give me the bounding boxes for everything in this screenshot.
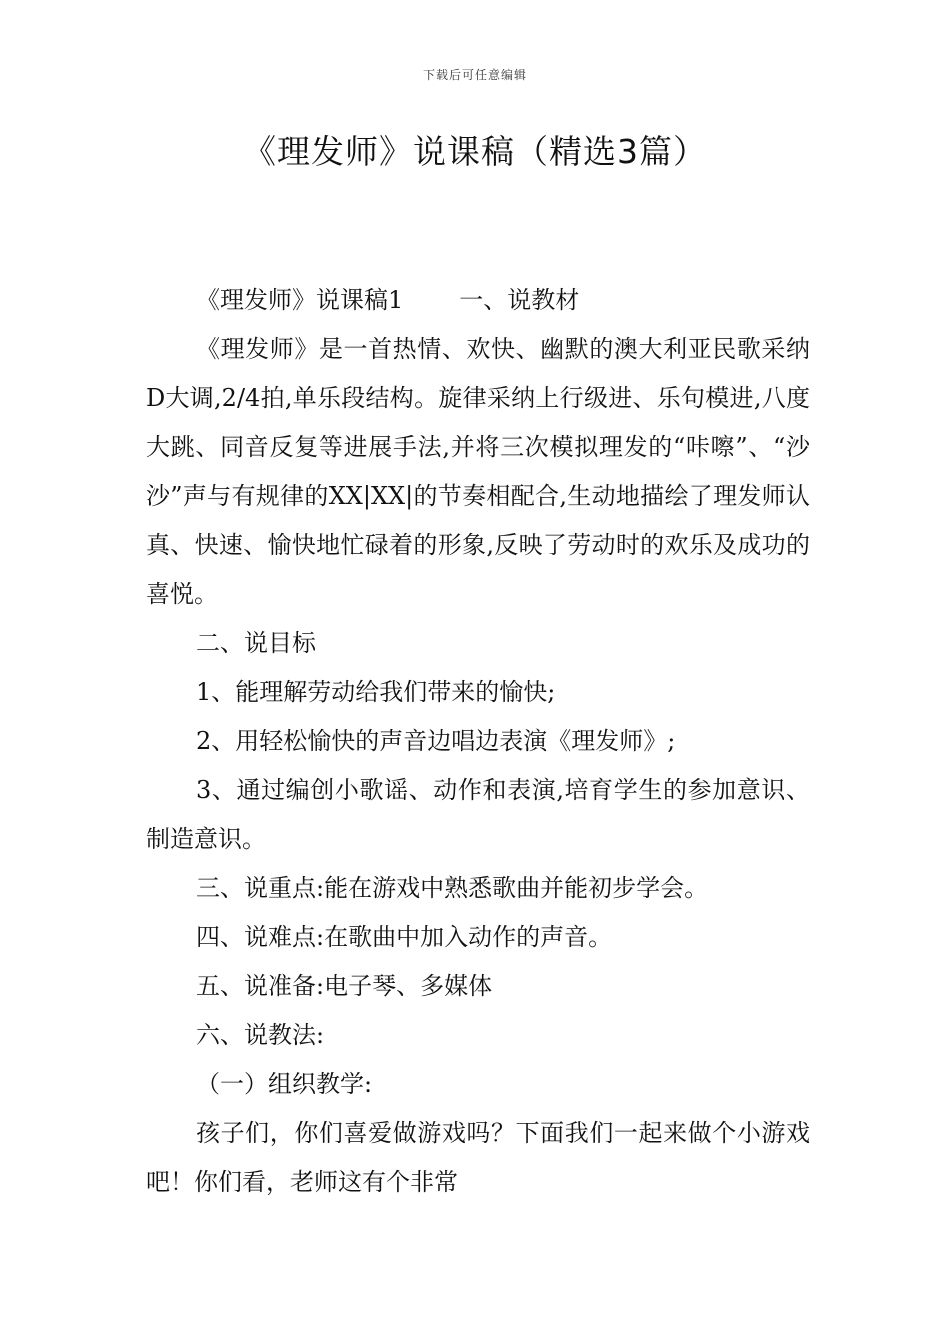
paragraph-difficulty: 四、说难点:在歌曲中加入动作的声音。 <box>196 923 613 951</box>
paragraph-teaching-method: 六、说教法: <box>196 1021 325 1049</box>
paragraph-key-point: 三、说重点:能在游戏中熟悉歌曲并能初步学会。 <box>196 874 709 902</box>
paragraph-goal-2: 2、用轻松愉快的声音边唱边表演《理发师》; <box>196 727 676 755</box>
paragraph-intro: 《理发师》是一首热情、欢快、幽默的澳大利亚民歌采纳D大调,2/4拍,单乐段结构。旋律采纳上行级进、乐句模进,八度大跳、同音反复等进展手法,并将三次模拟理发的“咔嚓”、“沙沙”声与有规律的XX|XX|的节奏相配合,生动地描绘了理发师认真、快速、愉快地忙碌着的形象,反映了劳动时的欢乐及成功的喜悦。 <box>146 335 810 608</box>
section-heading: 《理发师》说课稿1 <box>196 286 404 314</box>
paragraph-goals-heading: 二、说目标 <box>196 629 316 657</box>
document-title: 《理发师》说课稿（精选3篇） <box>243 132 707 171</box>
section-heading-line <box>146 276 810 325</box>
section-subheading: 一、说教材 <box>459 286 580 314</box>
paragraph-organize-teaching: （一）组织教学: <box>196 1070 373 1098</box>
header-note: 下载后可任意编辑 <box>422 68 527 82</box>
document-body <box>146 276 810 1207</box>
paragraph-game-intro: 孩子们，你们喜爱做游戏吗？下面我们一起来做个小游戏吧！你们看，老师这有个非常 <box>146 1119 810 1196</box>
paragraph-preparation: 五、说准备:电子琴、多媒体 <box>196 972 493 1000</box>
paragraph-goal-3: 3、通过编创小歌谣、动作和表演,培育学生的参加意识、制造意识。 <box>146 776 810 853</box>
paragraph-goal-1: 1、能理解劳动给我们带来的愉快; <box>196 678 556 706</box>
